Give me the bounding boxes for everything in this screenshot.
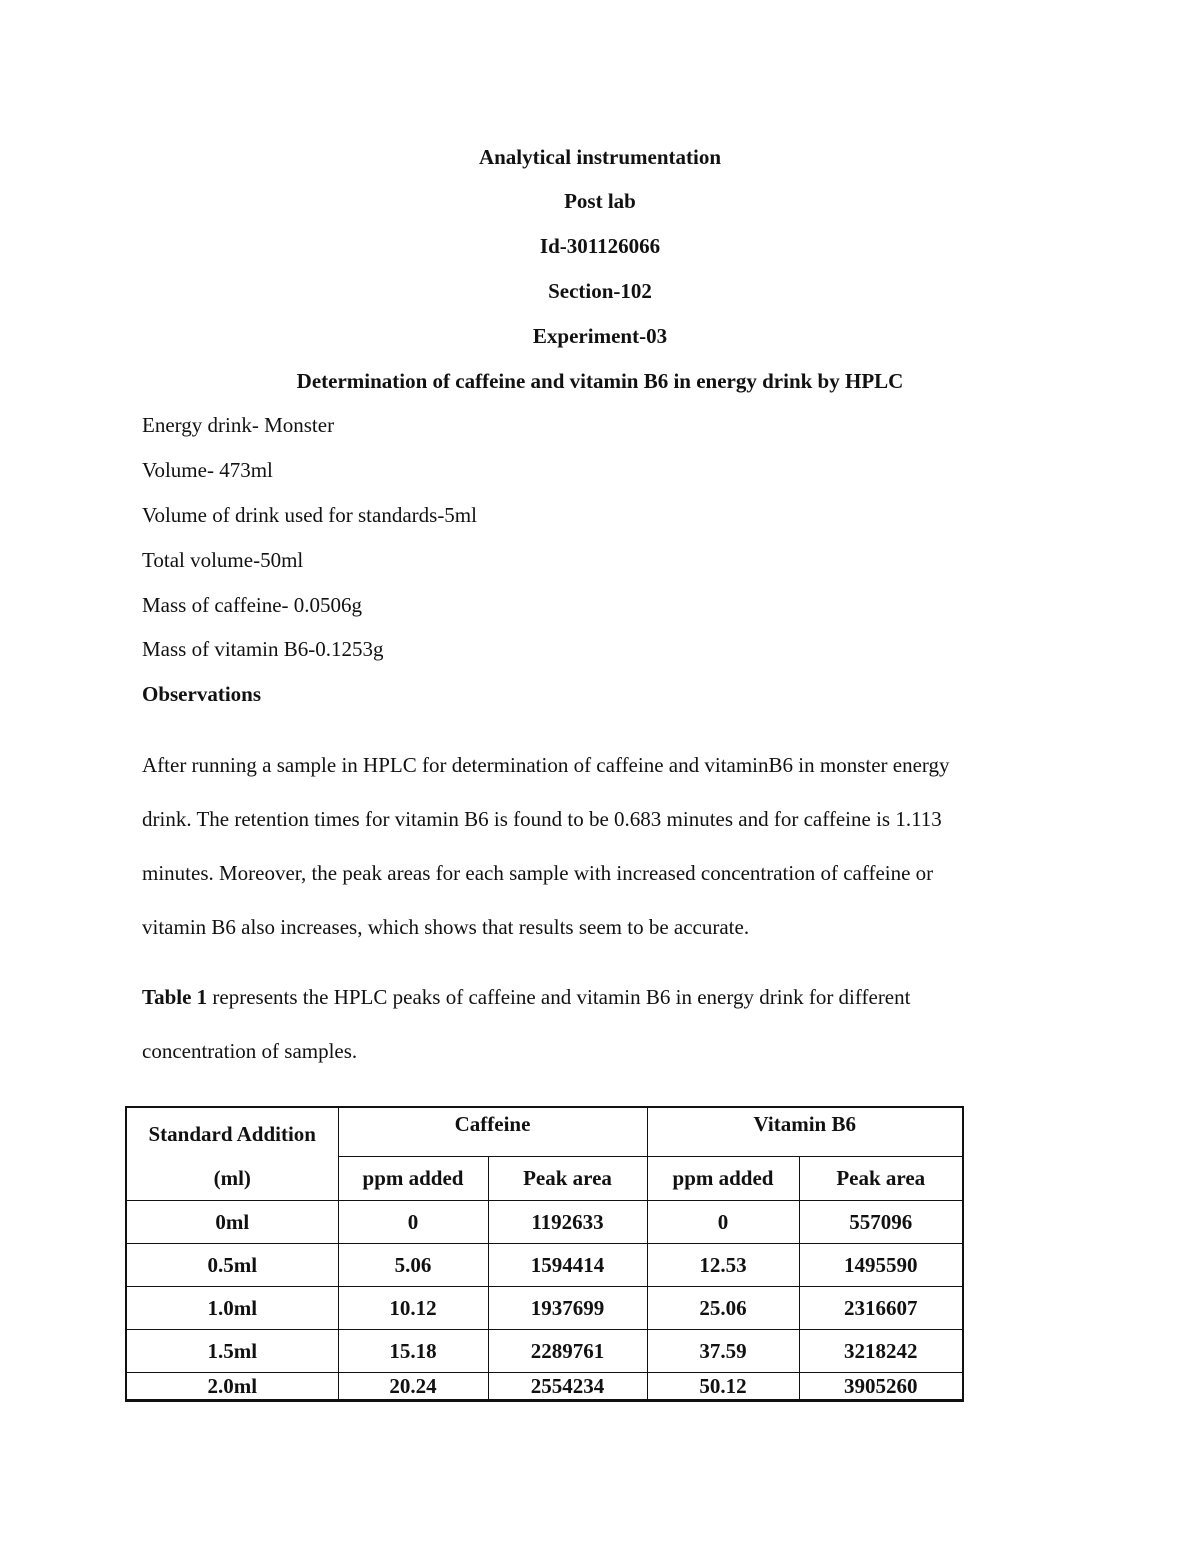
table-row <box>126 1330 963 1373</box>
student-id: Id-301126066 <box>539 234 661 258</box>
table-row <box>126 1244 963 1287</box>
cell-caffeine-peak: 1594414 <box>488 1244 647 1287</box>
cell-b6-peak: 557096 <box>799 1201 963 1244</box>
cell-caffeine-peak: 2289761 <box>488 1330 647 1373</box>
header-caffeine: Caffeine <box>338 1107 647 1156</box>
header-standard-unit: (ml) <box>213 1166 251 1190</box>
paragraph-line: drink. The retention times for vitamin B6 is found to be 0.683 minutes and for caffeine is 1.113 <box>142 807 942 831</box>
subheader-b6-ppm: ppm added <box>647 1156 799 1200</box>
header-vitamin-b6: Vitamin B6 <box>647 1107 963 1156</box>
cell-b6-peak: 1495590 <box>799 1244 963 1287</box>
cell-standard: 0ml <box>126 1201 338 1244</box>
cell-caffeine-peak: 1192633 <box>488 1201 647 1244</box>
cell-standard: 1.0ml <box>126 1287 338 1330</box>
table-row <box>126 1201 963 1244</box>
cell-caffeine-ppm: 15.18 <box>338 1330 488 1373</box>
table-caption-label: Table 1 <box>142 985 208 1009</box>
detail-standard-volume: Volume of drink used for standards-5ml <box>142 503 477 527</box>
cell-standard: 0.5ml <box>126 1244 338 1287</box>
cell-caffeine-ppm: 10.12 <box>338 1287 488 1330</box>
experiment-title: Determination of caffeine and vitamin B6 in energy drink by HPLC <box>296 369 904 393</box>
cell-caffeine-ppm: 20.24 <box>338 1373 488 1401</box>
cell-standard: 1.5ml <box>126 1330 338 1373</box>
hplc-results-table <box>125 1106 964 1402</box>
detail-b6-mass: Mass of vitamin B6-0.1253g <box>142 637 384 661</box>
report-type: Post lab <box>564 189 636 213</box>
observations-heading: Observations <box>142 682 262 706</box>
detail-energy-drink: Energy drink- Monster <box>142 413 335 437</box>
cell-b6-peak: 2316607 <box>799 1287 963 1330</box>
table-caption <box>142 984 910 1010</box>
detail-total-volume: Total volume-50ml <box>142 548 304 572</box>
table-row <box>126 1287 963 1330</box>
subheader-caffeine-peak: Peak area <box>488 1156 647 1200</box>
cell-b6-ppm: 25.06 <box>647 1287 799 1330</box>
table-caption-continued: concentration of samples. <box>142 1039 358 1063</box>
cell-b6-ppm: 12.53 <box>647 1244 799 1287</box>
experiment-number: Experiment-03 <box>532 324 668 348</box>
cell-caffeine-ppm: 0 <box>338 1201 488 1244</box>
cell-b6-ppm: 0 <box>647 1201 799 1244</box>
detail-caffeine-mass: Mass of caffeine- 0.0506g <box>142 593 363 617</box>
cell-caffeine-peak: 2554234 <box>488 1373 647 1401</box>
paragraph-line: After running a sample in HPLC for determination of caffeine and vitaminB6 in monster energy <box>142 753 950 777</box>
cell-b6-ppm: 37.59 <box>647 1330 799 1373</box>
detail-volume: Volume- 473ml <box>142 458 273 482</box>
cell-caffeine-peak: 1937699 <box>488 1287 647 1330</box>
cell-standard: 2.0ml <box>126 1373 338 1401</box>
section-number: Section-102 <box>548 279 652 303</box>
table-caption-text: represents the HPLC peaks of caffeine and vitamin B6 in energy drink for different <box>207 985 911 1009</box>
subheader-caffeine-ppm: ppm added <box>338 1156 488 1200</box>
header-standard-addition <box>126 1107 338 1201</box>
paragraph-line: vitamin B6 also increases, which shows that results seem to be accurate. <box>142 915 750 939</box>
subheader-b6-peak: Peak area <box>799 1156 963 1200</box>
cell-caffeine-ppm: 5.06 <box>338 1244 488 1287</box>
cell-b6-ppm: 50.12 <box>647 1373 799 1401</box>
header-standard-label: Standard Addition <box>148 1122 316 1146</box>
paragraph-line: minutes. Moreover, the peak areas for each sample with increased concentration of caffeine or <box>142 861 934 885</box>
cell-b6-peak: 3218242 <box>799 1330 963 1373</box>
table-row <box>126 1373 963 1401</box>
cell-b6-peak: 3905260 <box>799 1373 963 1401</box>
course-title: Analytical instrumentation <box>478 145 722 169</box>
